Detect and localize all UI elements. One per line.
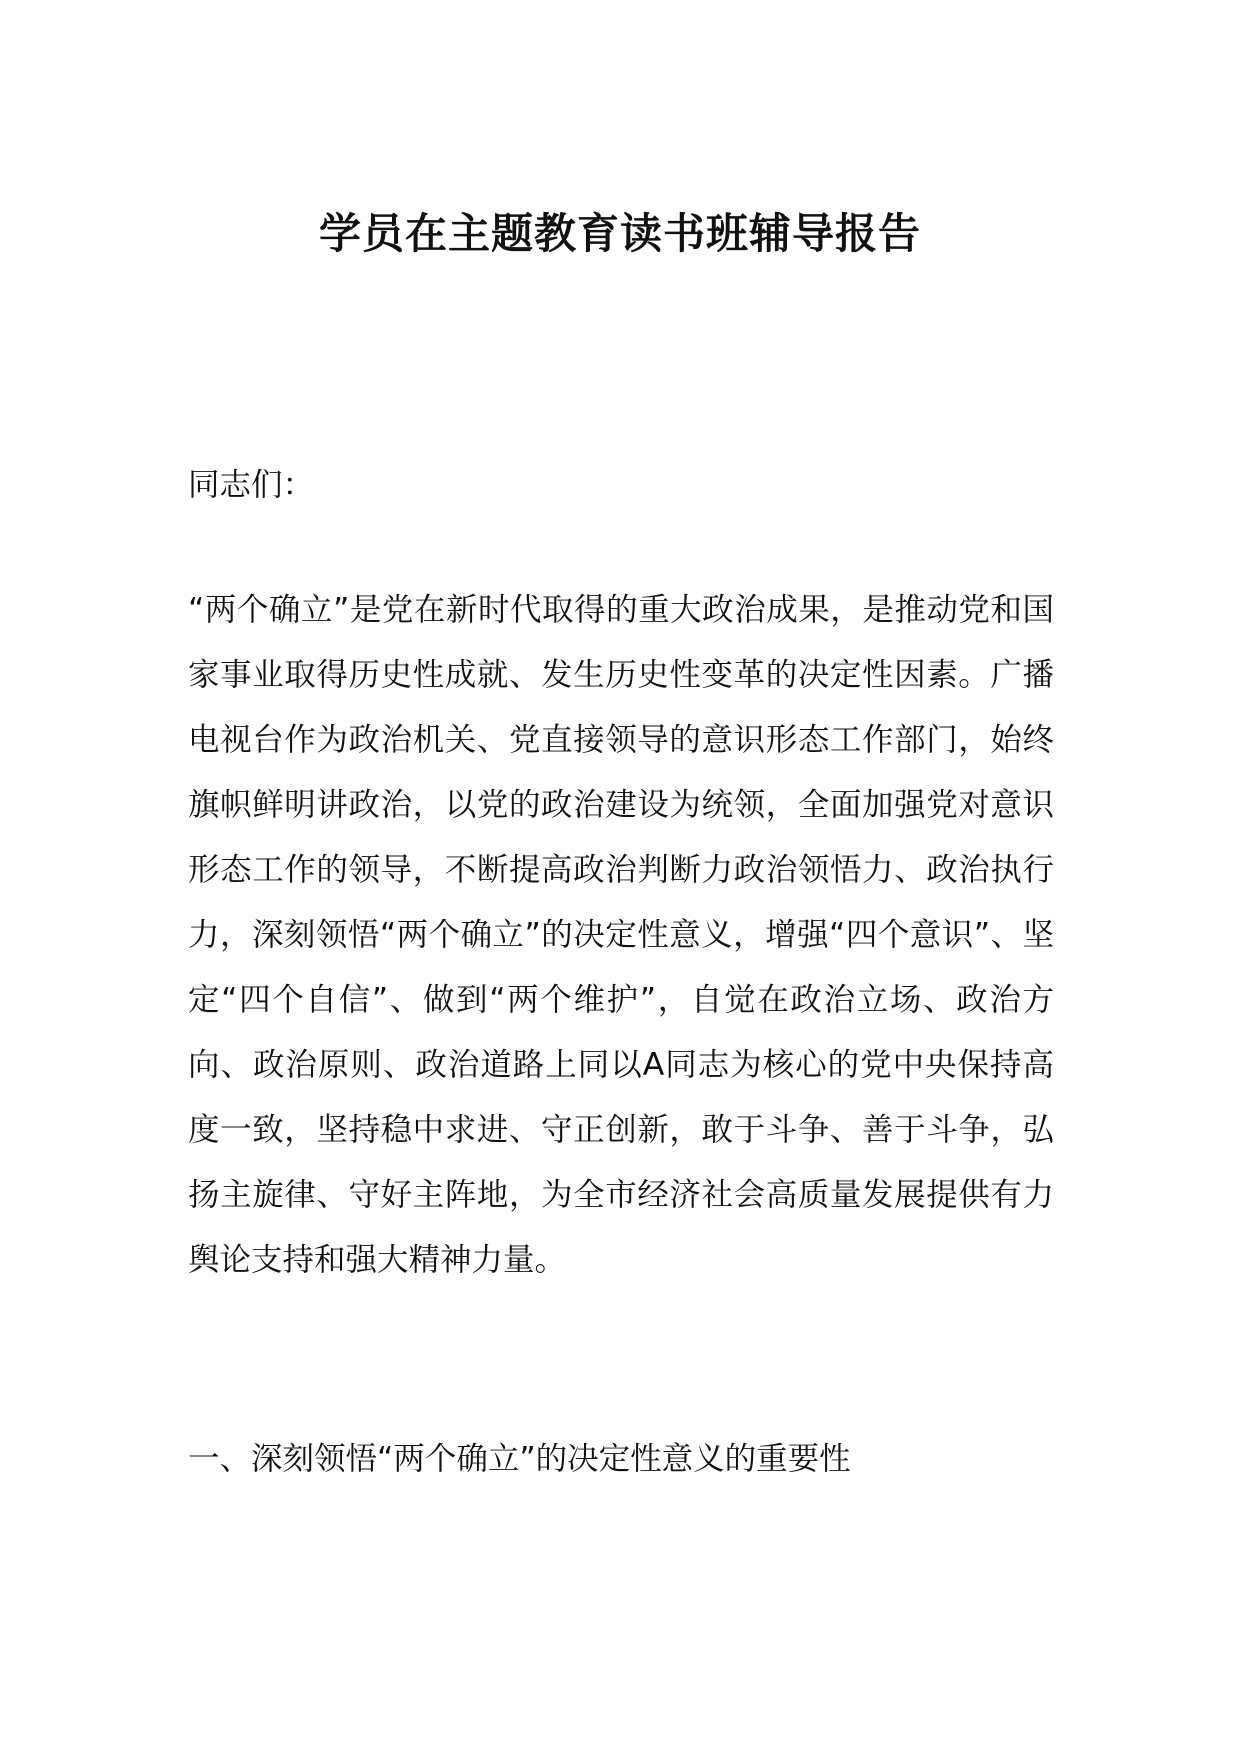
body-paragraph: “两个确立”是党在新时代取得的重大政治成果，是推动党和国家事业取得历史性成就、发生历史性变革的决定性因素。广播电视台作为政治机关、党直接领导的意识形态工作部门，始终旗帜鲜明讲政治，以党的政治建设为统领，全面加强党对意识形态工作的领导，不断提高政治判断力政治领悟力、政治执行力，深刻领悟“两个确立”的决定性意义，增强“四个意识”、坚定“四个自信”、做到“两个维护”，自觉在政治立场、政治方向、政治原则、政治道路上同以A同志为核心的党中央保持高度一致，坚持稳中求进、守正创新，敢于斗争、善于斗争，弘扬主旋律、守好主阵地，为全市经济社会高质量发展提供有力舆论支持和强大精神力量。 — [188, 592, 1054, 1278]
salutation: 同志们： — [188, 467, 315, 503]
section-heading: 一、深刻领悟“两个确立”的决定性意义的重要性 — [188, 1441, 851, 1477]
document-title: 学员在主题教育读书班辅导报告 — [318, 209, 921, 258]
